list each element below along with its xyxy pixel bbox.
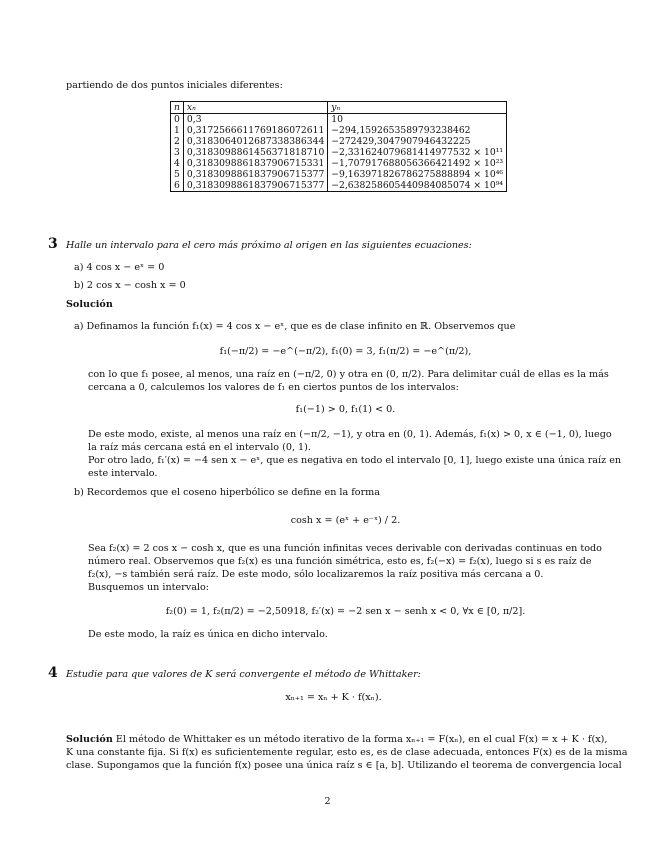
cell-yn: −1,707917688056366421492 × 10²³: [328, 158, 507, 169]
cell-n: 2: [171, 136, 184, 147]
p4-solution-label: Solución: [66, 734, 113, 745]
header-n: n: [171, 102, 184, 114]
sol-a-line: Por otro lado, f₁′(x) = −4 sen x − eˣ, que es negativa en todo el intervalo [0, 1], luego existe una única raíz en: [88, 455, 622, 466]
cell-xn: 0,3183064012687338386344: [183, 136, 327, 147]
table-row: [171, 180, 507, 192]
intro-text: partiendo de dos puntos iniciales diferentes:: [66, 80, 283, 91]
sol-b-line: De este modo, la raíz es única en dicho intervalo.: [88, 629, 328, 640]
whittaker-formula: xₙ₊₁ = xₙ + K · f(xₙ).: [285, 692, 382, 703]
iteration-table: [170, 101, 507, 192]
sol-a-line: este intervalo.: [88, 468, 158, 479]
sol-b-equation: cosh x = (eˣ + e⁻ˣ) / 2.: [290, 515, 401, 526]
cell-xn: 0,3183098861837906715331: [183, 158, 327, 169]
problem-3-item-a: a) 4 cos x − eˣ = 0: [74, 262, 165, 273]
sol-b-line: número real. Observemos que f₂(x) es una función simétrica, esto es, f₂(−x) = f₂(x), luego si s es raíz de: [88, 556, 592, 567]
cell-n: 4: [171, 158, 184, 169]
sol-a-line: a) Definamos la función f₁(x) = 4 cos x − eˣ, que es de clase infinito en ℝ. Observemos que: [74, 321, 516, 332]
header-yn: yₙ: [328, 102, 507, 114]
sol-a-equation: f₁(−π/2) = −e^(−π/2), f₁(0) = 3, f₁(π/2) = −e^(π/2),: [219, 346, 472, 357]
cell-yn: −2,638258605440984085074 × 10⁹⁴: [328, 180, 507, 192]
cell-yn: 10: [328, 114, 507, 126]
p4-solution-line: clase. Supongamos que la función f(x) posee una única raíz s ∈ [a, b]. Utilizando el teorema de convergencia local: [66, 760, 622, 771]
sol-b-line: Busquemos un intervalo:: [88, 582, 209, 593]
p4-solution-line-1: [66, 734, 607, 746]
sol-b-line: Sea f₂(x) = 2 cos x − cosh x, que es una función infinitas veces derivable con derivadas continuas en todo: [88, 543, 602, 554]
problem-4-number: 4: [48, 665, 58, 681]
table-row: [171, 136, 507, 147]
cell-n: 3: [171, 147, 184, 158]
sol-a-line: con lo que f₁ posee, al menos, una raíz en (−π/2, 0) y otra en (0, π/2). Para delimitar cuál de ellas es la más: [88, 369, 609, 380]
table-row: [171, 158, 507, 169]
cell-n: 1: [171, 125, 184, 136]
sol-b-equation: f₂(0) = 1, f₂(π/2) = −2,50918, f₂′(x) = −2 sen x − senh x < 0, ∀x ∈ [0, π/2].: [165, 606, 526, 617]
cell-xn: 0,3172566611769186072611: [183, 125, 327, 136]
table-row: [171, 169, 507, 180]
cell-yn: −272429,3047907946432225: [328, 136, 507, 147]
solution-heading: Solución: [66, 299, 113, 310]
sol-a-line: De este modo, existe, al menos una raíz en (−π/2, −1), y otra en (0, 1). Además, f₁(x) > 0, x ∈ (−1, 0), luego: [88, 429, 612, 440]
cell-yn: −294,1592653589793238462: [328, 125, 507, 136]
cell-n: 6: [171, 180, 184, 192]
cell-yn: −2,331624079681414977532 × 10¹¹: [328, 147, 507, 158]
problem-3-number: 3: [48, 236, 58, 252]
table-header-row: [171, 102, 507, 114]
p4-solution-line: K una constante fija. Si f(x) es suficientemente regular, esto es, es de clase adecuada, entonces F(x) es de la misma: [66, 747, 628, 758]
cell-xn: 0,3183098861456371818710: [183, 147, 327, 158]
cell-xn: 0,3: [183, 114, 327, 126]
cell-yn: −9,163971826786275888894 × 10⁴⁶: [328, 169, 507, 180]
problem-3-statement: Halle un intervalo para el cero más próximo al origen en las siguientes ecuaciones:: [66, 240, 472, 251]
table-row: [171, 114, 507, 126]
header-xn: xₙ: [183, 102, 327, 114]
sol-a-line: cercana a 0, calculemos los valores de f₁ en ciertos puntos de los intervalos:: [88, 382, 459, 393]
table-row: [171, 125, 507, 136]
page-number: 2: [324, 796, 331, 807]
table-row: [171, 147, 507, 158]
problem-4-statement: Estudie para que valores de K será convergente el método de Whittaker:: [66, 669, 421, 680]
cell-xn: 0,3183098861837906715377: [183, 180, 327, 192]
p4-solution-text: El método de Whittaker es un método iterativo de la forma xₙ₊₁ = F(xₙ), en el cual F(x) = x + K · f(x),: [112, 734, 608, 745]
cell-n: 5: [171, 169, 184, 180]
problem-3-item-b: b) 2 cos x − cosh x = 0: [74, 280, 186, 291]
sol-a-equation: f₁(−1) > 0, f₁(1) < 0.: [295, 404, 396, 415]
sol-a-line: la raíz más cercana está en el intervalo (0, 1).: [88, 442, 311, 453]
cell-xn: 0,3183098861837906715377: [183, 169, 327, 180]
sol-b-line: f₂(x), −s también será raíz. De este modo, sólo localizaremos la raíz positiva más cercana a 0.: [88, 569, 544, 580]
sol-b-line: b) Recordemos que el coseno hiperbólico se define en la forma: [74, 487, 380, 498]
cell-n: 0: [171, 114, 184, 126]
